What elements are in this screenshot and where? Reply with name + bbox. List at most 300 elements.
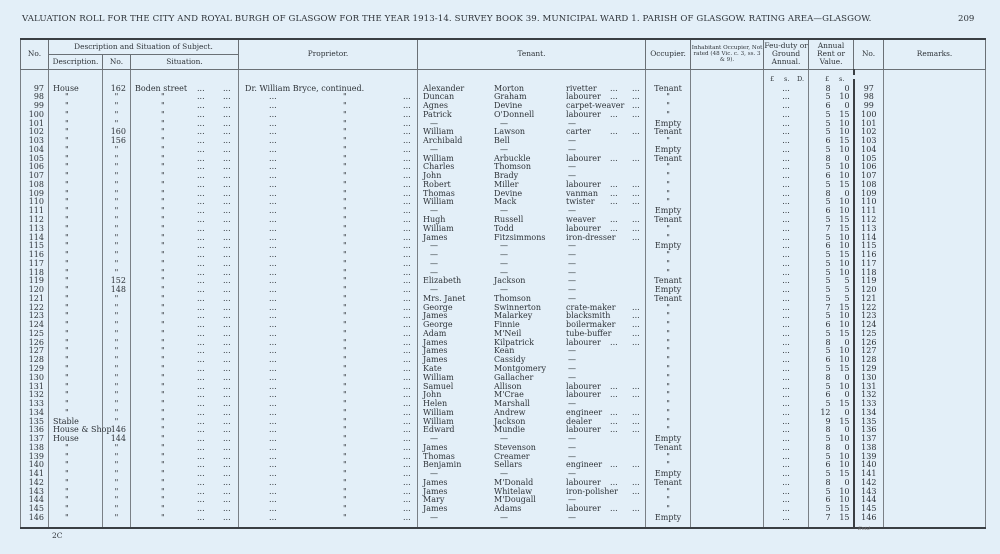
leader-dots: ... (269, 460, 277, 470)
inhabitant-occupier (691, 146, 764, 155)
leader-dots: ... (403, 504, 411, 514)
ditto-mark: " (161, 434, 165, 444)
tenant-first-name: — (430, 469, 439, 479)
tenant-occupation: — (568, 513, 577, 523)
remarks (884, 514, 986, 523)
description: " (49, 461, 103, 470)
leader-dots: ... (269, 311, 277, 321)
leader-dots: ... (197, 276, 205, 286)
tenant-surname: Malarkey (494, 311, 533, 321)
description: " (49, 146, 103, 155)
tenant-first-name: William (423, 407, 454, 417)
row-number-right: 97 (854, 85, 884, 94)
tenant-occupation: tube-buffer (566, 328, 612, 338)
row-number: 107 (21, 172, 49, 181)
occupier-status: " (646, 251, 691, 260)
remarks (884, 418, 986, 427)
tenant-surname: Swinnerton (494, 302, 541, 312)
ditto-mark: " (343, 144, 347, 154)
leader-dots: ... (197, 355, 205, 365)
leader-dots: ... (632, 109, 640, 119)
inhabitant-occupier (691, 356, 764, 365)
occupier-status: " (646, 391, 691, 400)
leader-dots: ... (269, 214, 277, 224)
remarks (884, 198, 986, 207)
ditto-mark: " (343, 179, 347, 189)
leader-dots: ... (197, 495, 205, 505)
tenant-occupation: — (568, 495, 577, 505)
leader-dots: ... (403, 179, 411, 189)
ditto-mark: " (343, 337, 347, 347)
ditto-mark: " (161, 171, 165, 181)
description: " (49, 155, 103, 164)
ditto-mark: " (343, 302, 347, 312)
tenant-surname: Stevenson (494, 442, 536, 452)
occupier-status: " (646, 190, 691, 199)
remarks (884, 479, 986, 488)
tenant (418, 347, 646, 356)
ditto-mark: " (343, 469, 347, 479)
row-number-right: 104 (854, 146, 884, 155)
house-number: " (103, 347, 131, 356)
ditto-mark: " (343, 109, 347, 119)
tenant-first-name: Agnes (423, 101, 448, 111)
house-number: " (103, 234, 131, 243)
tenant-first-name: William (423, 372, 454, 382)
row-number-right: 107 (854, 172, 884, 181)
row-number-right: 131 (854, 383, 884, 392)
leader-dots: ... (403, 407, 411, 417)
house-number: " (103, 242, 131, 251)
row-number-right: 110 (854, 198, 884, 207)
tenant (418, 260, 646, 269)
tenant-surname: Miller (494, 179, 519, 189)
tenant-occupation: labourer (566, 153, 601, 163)
leader-dots: ... (403, 346, 411, 356)
annual-shillings: 0 (844, 477, 850, 487)
tenant-occupation: — (568, 372, 577, 382)
tenant-first-name: — (430, 206, 439, 216)
row-number: 140 (21, 461, 49, 470)
leader-dots: ... (197, 188, 205, 198)
page-number: 209 (958, 14, 975, 24)
proprietor (239, 488, 418, 497)
tenant-first-name: — (430, 144, 439, 154)
annual-pounds: 5 (825, 381, 831, 391)
spacer-cell (646, 523, 691, 528)
inhabitant-occupier (691, 207, 764, 216)
house-number: " (103, 453, 131, 462)
ditto-mark: " (343, 320, 347, 330)
house-number: 160 (103, 128, 131, 137)
ditto-mark: " (161, 118, 165, 128)
tenant-surname: Finnie (494, 320, 520, 330)
leader-dots: ... (632, 320, 640, 330)
ditto-mark: " (343, 390, 347, 400)
tenant (418, 198, 646, 207)
leader-dots: ... (610, 416, 618, 426)
leader-dots: ... (269, 232, 277, 242)
leader-dots: ... (632, 477, 640, 487)
ditto-mark: " (161, 469, 165, 479)
occupier-status: Empty (646, 242, 691, 251)
ditto-mark: " (161, 390, 165, 400)
annual-pounds: 6 (825, 136, 831, 146)
inhabitant-occupier (691, 242, 764, 251)
row-number-right: 126 (854, 339, 884, 348)
inhabitant-occupier (691, 330, 764, 339)
ditto-mark: " (343, 162, 347, 172)
house-number: " (103, 93, 131, 102)
row-number: 112 (21, 216, 49, 225)
tenant-occupation: — (568, 171, 577, 181)
ditto-mark: " (161, 162, 165, 172)
tenant (418, 234, 646, 243)
tenant (418, 391, 646, 400)
proprietor (239, 234, 418, 243)
leader-dots: ... (269, 136, 277, 146)
house-number: " (103, 295, 131, 304)
tenant-occupation: labourer (566, 179, 601, 189)
ditto-mark: " (343, 197, 347, 207)
tenant-occupation: — (568, 355, 577, 365)
feu-duty: ... (764, 418, 809, 427)
row-number: 99 (21, 102, 49, 111)
ditto-mark: " (161, 495, 165, 505)
feu-units: £ s. D. (764, 69, 809, 85)
leader-dots: ... (632, 337, 640, 347)
annual-pounds: 5 (825, 258, 831, 268)
description: " (49, 111, 103, 120)
tenant-occupation: — (568, 118, 577, 128)
occupier-status: Empty (646, 146, 691, 155)
proprietor (239, 347, 418, 356)
leader-dots: ... (197, 346, 205, 356)
col-tenant: Tenant. (418, 39, 646, 69)
leader-dots: ... (269, 469, 277, 479)
annual-shillings: 5 (844, 276, 850, 286)
leader-dots: ... (223, 416, 231, 426)
proprietor (239, 120, 418, 129)
description: " (49, 128, 103, 137)
ditto-mark: " (161, 101, 165, 111)
leader-dots: ... (403, 162, 411, 172)
proprietor (239, 365, 418, 374)
row-number: 145 (21, 505, 49, 514)
description: " (49, 181, 103, 190)
tenant-occupation: labourer (566, 223, 601, 233)
description: " (49, 251, 103, 260)
row-number: 127 (21, 347, 49, 356)
proprietor (239, 216, 418, 225)
proprietor (239, 277, 418, 286)
tenant-surname: — (500, 513, 509, 523)
row-number-right: 135 (854, 418, 884, 427)
description: " (49, 453, 103, 462)
annual-pounds: 5 (825, 144, 831, 154)
ditto-mark: " (343, 127, 347, 137)
occupier-status: Tenant (646, 85, 691, 94)
feu-duty: ... (764, 400, 809, 409)
remarks (884, 496, 986, 505)
feu-duty: ... (764, 339, 809, 348)
tenant-occupation: dealer (566, 416, 592, 426)
tenant (418, 321, 646, 330)
occupier-status: " (646, 321, 691, 330)
row-number: 116 (21, 251, 49, 260)
description: " (49, 391, 103, 400)
leader-dots: ... (223, 293, 231, 303)
tenant-occupation: — (568, 451, 577, 461)
house-number: " (103, 356, 131, 365)
tenant-first-name: Edward (423, 425, 455, 435)
leader-dots: ... (269, 495, 277, 505)
row-number-right: 128 (854, 356, 884, 365)
leader-dots: ... (197, 477, 205, 487)
house-number: " (103, 514, 131, 523)
annual-shillings: 15 (839, 136, 850, 146)
annual-pounds: 6 (825, 390, 831, 400)
tenant-surname: Cassidy (494, 355, 526, 365)
ditto-mark: " (343, 504, 347, 514)
feu-duty: ... (764, 102, 809, 111)
inhabitant-occupier (691, 172, 764, 181)
house-number: " (103, 444, 131, 453)
leader-dots: ... (403, 425, 411, 435)
feu-duty: ... (764, 93, 809, 102)
leader-dots: ... (403, 328, 411, 338)
description: " (49, 163, 103, 172)
leader-dots: ... (269, 179, 277, 189)
tenant-first-name: William (423, 197, 454, 207)
leader-dots: ... (632, 83, 640, 93)
description: " (49, 190, 103, 199)
tenant-surname: — (500, 144, 509, 154)
row-number-right: 124 (854, 321, 884, 330)
initials-mark: Entd (858, 526, 871, 532)
description: " (49, 269, 103, 278)
description: " (49, 172, 103, 181)
spacer-cell (764, 523, 809, 528)
feu-duty: ... (764, 181, 809, 190)
occupier-status: Empty (646, 470, 691, 479)
row-number-right: 106 (854, 163, 884, 172)
description: " (49, 496, 103, 505)
proprietor (239, 260, 418, 269)
ditto-mark: " (161, 92, 165, 102)
ditto-mark: " (161, 486, 165, 496)
row-number-right: 98 (854, 93, 884, 102)
leader-dots: ... (403, 127, 411, 137)
leader-dots: ... (269, 171, 277, 181)
leader-dots: ... (197, 425, 205, 435)
remarks (884, 251, 986, 260)
annual-shillings: 10 (839, 355, 850, 365)
leader-dots: ... (269, 302, 277, 312)
row-number-right: 99 (854, 102, 884, 111)
annual-pounds: 8 (825, 425, 831, 435)
feu-duty: ... (764, 120, 809, 129)
annual-pounds: 5 (825, 276, 831, 286)
feu-duty: ... (764, 260, 809, 269)
inhabitant-occupier (691, 391, 764, 400)
tenant-occupation: labourer (566, 425, 601, 435)
proprietor (239, 190, 418, 199)
house-number: " (103, 207, 131, 216)
leader-dots: ... (223, 179, 231, 189)
house-number: " (103, 374, 131, 383)
occupier-status: " (646, 400, 691, 409)
remarks (884, 505, 986, 514)
tenant-first-name: Samuel (423, 381, 454, 391)
annual-shillings: 15 (839, 364, 850, 373)
description: " (49, 356, 103, 365)
row-number-right: 101 (854, 120, 884, 129)
tenant-occupation: rivetter (566, 83, 597, 93)
leader-dots: ... (223, 276, 231, 286)
ditto-mark: " (343, 223, 347, 233)
house-number: " (103, 383, 131, 392)
house-number: " (103, 146, 131, 155)
ditto-mark: " (343, 250, 347, 260)
inhabitant-occupier (691, 400, 764, 409)
ditto-mark: " (161, 302, 165, 312)
leader-dots: ... (269, 390, 277, 400)
remarks (884, 383, 986, 392)
ditto-mark: " (161, 504, 165, 514)
description: " (49, 304, 103, 313)
inhabitant-occupier (691, 461, 764, 470)
inhabitant-occupier (691, 347, 764, 356)
annual-shillings: 10 (839, 197, 850, 207)
leader-dots: ... (403, 276, 411, 286)
tenant-surname: Creamer (494, 451, 530, 461)
feu-duty: ... (764, 409, 809, 418)
house-number: " (103, 120, 131, 129)
annual-shillings: 0 (844, 425, 850, 435)
remarks (884, 470, 986, 479)
leader-dots: ... (197, 232, 205, 242)
row-number-right: 146 (854, 514, 884, 523)
occupier-status: " (646, 102, 691, 111)
proprietor (239, 312, 418, 321)
tenant-occupation: crate-maker (566, 302, 616, 312)
leader-dots: ... (632, 179, 640, 189)
inhabitant-occupier (691, 383, 764, 392)
tenant (418, 514, 646, 523)
ditto-mark: " (343, 276, 347, 286)
row-number: 113 (21, 225, 49, 234)
description: " (49, 295, 103, 304)
annual-pounds: 7 (825, 302, 831, 312)
description: House (49, 85, 103, 94)
remarks (884, 488, 986, 497)
leader-dots: ... (403, 118, 411, 128)
inhabitant-occupier (691, 444, 764, 453)
row-number: 144 (21, 496, 49, 505)
occupier-status: " (646, 181, 691, 190)
leader-dots: ... (197, 381, 205, 391)
tenant-surname: Russell (494, 214, 524, 224)
house-number: " (103, 365, 131, 374)
proprietor (239, 286, 418, 295)
row-number: 101 (21, 120, 49, 129)
ditto-mark: " (343, 92, 347, 102)
house-number: " (103, 312, 131, 321)
row-number: 100 (21, 111, 49, 120)
tenant-occupation: engineer (566, 460, 603, 470)
row-number-right: 139 (854, 453, 884, 462)
row-number-right: 134 (854, 409, 884, 418)
situation (131, 514, 239, 523)
leader-dots: ... (197, 399, 205, 409)
house-number: " (103, 409, 131, 418)
tenant-first-name: Helen (423, 399, 448, 409)
tenant-occupation: — (568, 469, 577, 479)
leader-dots: ... (403, 250, 411, 260)
proprietor (239, 225, 418, 234)
col-remarks: Remarks. (884, 39, 986, 69)
annual-pounds: 5 (825, 346, 831, 356)
annual-shillings: 15 (839, 179, 850, 189)
tenant-first-name: Hugh (423, 214, 446, 224)
remarks (884, 356, 986, 365)
ditto-mark: " (343, 355, 347, 365)
leader-dots: ... (223, 188, 231, 198)
proprietor (239, 198, 418, 207)
inhabitant-occupier (691, 374, 764, 383)
leader-dots: ... (632, 302, 640, 312)
occupier-status: " (646, 111, 691, 120)
annual-shillings: 10 (839, 127, 850, 137)
col-inhabitant: Inhabitant Occupier, Not rated (48 Vic. c. 3, ss. 3 & 9). (691, 39, 764, 69)
leader-dots: ... (197, 241, 205, 251)
inhabitant-occupier (691, 488, 764, 497)
occupier-status: " (646, 383, 691, 392)
description: " (49, 488, 103, 497)
remarks (884, 435, 986, 444)
tenant-first-name: James (423, 311, 448, 321)
description: " (49, 321, 103, 330)
leader-dots: ... (403, 399, 411, 409)
description: " (49, 216, 103, 225)
description: " (49, 374, 103, 383)
annual-pounds: 5 (825, 197, 831, 207)
house-number: " (103, 111, 131, 120)
leader-dots: ... (403, 416, 411, 426)
ditto-mark: " (161, 179, 165, 189)
ditto-mark: " (161, 320, 165, 330)
tenant-surname: — (500, 285, 509, 295)
ditto-mark: " (161, 328, 165, 338)
proprietor (239, 418, 418, 427)
ditto-mark: " (161, 232, 165, 242)
tenant-first-name: George (423, 320, 453, 330)
ditto-mark: " (343, 293, 347, 303)
leader-dots: ... (632, 214, 640, 224)
col-feu-duty: Feu-duty or Ground Annual. (764, 39, 809, 69)
tenant-surname: Montgomery (494, 364, 547, 373)
proprietor (239, 444, 418, 453)
ditto-mark: " (161, 416, 165, 426)
row-number: 128 (21, 356, 49, 365)
leader-dots: ... (403, 372, 411, 382)
tenant (418, 426, 646, 435)
row-number-right: 145 (854, 505, 884, 514)
leader-dots: ... (223, 302, 231, 312)
leader-dots: ... (269, 276, 277, 286)
feu-duty: ... (764, 286, 809, 295)
